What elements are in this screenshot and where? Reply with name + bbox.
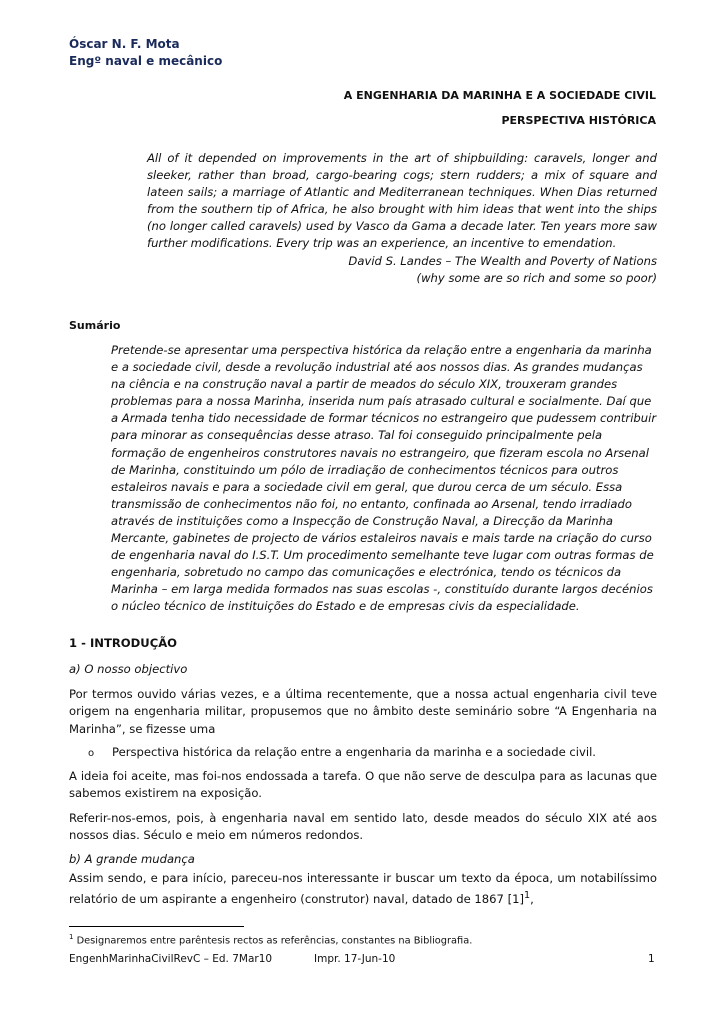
footer-print-date: Impr. 17-Jun-10 [314,953,396,965]
paragraph-change-text: Assim sendo, e para início, pareceu-nos interessante ir buscar um texto da época, um notabilíssimo relatório de um aspirante a engenheiro (construtor) naval, datado de 1867 [1] [69,871,657,907]
document-title: A ENGENHARIA DA MARINHA E A SOCIEDADE CIVIL [343,89,656,102]
epigraph-author: David S. Landes – The Wealth and Poverty of Nations [348,253,657,268]
bullet-marker: o [88,748,95,759]
epigraph [147,150,657,287]
footnote-number: 1 [69,933,74,941]
footer-filename: EngenhMarinhaCivilRevC – Ed. 7Mar10 [69,953,273,965]
author-name: Óscar N. F. Mota [69,37,180,51]
paragraph-change [69,870,657,908]
epigraph-quote: All of it depended on improvements in the art of shipbuilding: caravels, longer and sleeker, rather than broad, cargo-bearing cogs; stern rudders; a mix of square and lateen sails; a marriage of Atlantic and Mediterranean techniques. When Dias returned from the southern tip of Africa, he also brought with him ideas that went into the ships (no longer called caravels) used by Vasco da Gama a decade later. Ten years more saw further modifications. Every trip was an experience, an incentive to emendation. [147,151,657,251]
paragraph-idea: A ideia foi aceite, mas foi-nos endossada a tarefa. O que não serve de desculpa para as lacunas que sabemos existirem na exposição. [69,769,657,801]
subsection-heading-objective: a) O nosso objectivo [69,662,188,676]
paragraph-intro: Por termos ouvido várias vezes, e a última recentemente, que a nossa actual engenharia civil teve origem na engenharia militar, propusemos que no âmbito deste seminário sobre “A Engenharia na Marinha”, se fizesse uma [69,687,657,736]
author-role: Engº naval e mecânico [69,54,223,68]
footnote-text: Designaremos entre parêntesis rectos as referências, constantes na Bibliografia. [76,935,473,947]
epigraph-source: (why some are so rich and some so poor) [416,270,657,285]
summary-text: Pretende-se apresentar uma perspectiva histórica da relação entre a engenharia da marinha e a sociedade civil, desde a revolução industrial até aos nossos dias. As grandes mudanças na ciência e na construção naval a partir de meados do século XIX, trouxeram grandes problemas para a nossa Marinha, inserida num país atrasado cultural e socialmente. Daí que a Armada tenha tido necessidade de formar técnicos no estrangeiro que pudessem contribuir para minorar as consequências desse atraso. Tal foi conseguido principalmente pela formação de engenheiros construtores navais no estrangeiro, que fizeram escola no Arsenal de Marinha, constituindo um pólo de irradiação de conhecimentos técnicos para outros estaleiros navais e para a sociedade civil em geral, que durou cerca de um século. Essa transmissão de conhecimentos não foi, no entanto, confinada ao Arsenal, tendo irradiado através de instituições como a Inspecção de Construção Naval, a Direcção da Marinha Mercante, gabinetes de projecto de vários estaleiros navais e mais tarde na criação do curso de engenharia naval do I.S.T. Um procedimento semelhante teve lugar com outras formas de engenharia, sobretudo no campo das comunicações e electrónica, tendo os técnicos da Marinha – em larga medida formados nas suas escolas -, constituído durante largos decénios o núcleo técnico de instituições do Estado e de empresas civis da especialidade. [111,343,657,614]
footnote-ref: 1 [524,890,531,902]
author-block [69,36,222,70]
bullet-item [88,745,596,759]
bullet-text: Perspectiva histórica da relação entre a engenharia da marinha e a sociedade civil. [112,745,596,759]
paragraph-change-tail: , [530,892,534,907]
document-subtitle: PERSPECTIVA HISTÓRICA [501,114,656,127]
summary-heading: Sumário [69,319,121,332]
section-heading-introduction: 1 - INTRODUÇÃO [69,636,178,650]
footnote [69,933,472,946]
footer-page-number: 1 [648,953,655,965]
subsection-heading-change: b) A grande mudança [69,852,195,866]
footnote-divider [69,926,244,927]
paragraph-scope: Referir-nos-emos, pois, à engenharia naval em sentido lato, desde meados do século XIX até aos nossos dias. Século e meio em números redondos. [69,811,657,843]
